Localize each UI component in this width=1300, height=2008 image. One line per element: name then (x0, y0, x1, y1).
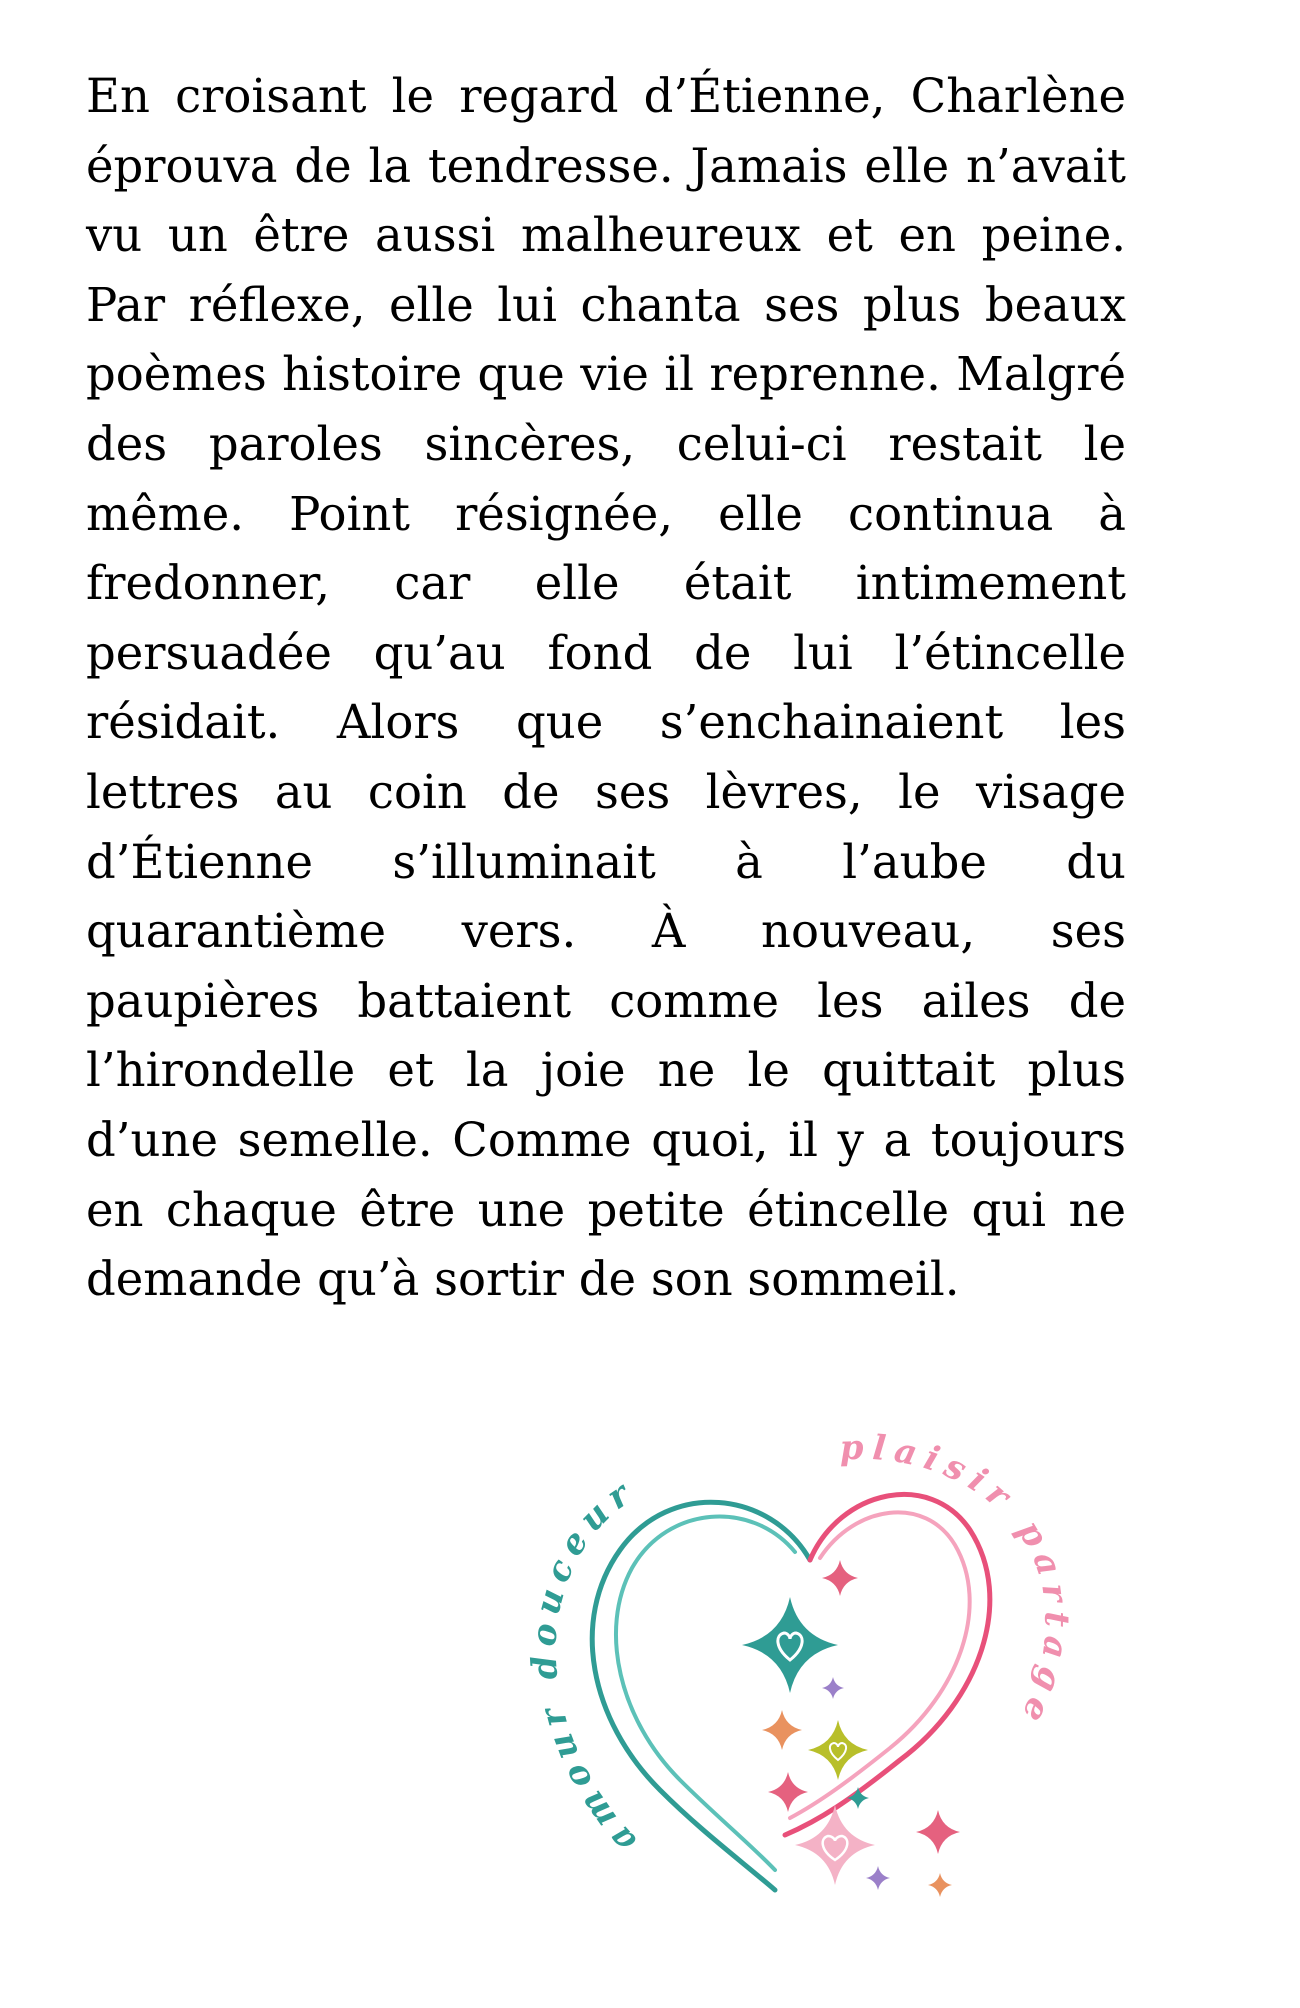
pink-heart-stroke-inner (785, 1494, 990, 1835)
teal-heart-stroke-outer (616, 1517, 795, 1870)
sparkle-icon (866, 1866, 890, 1890)
heart-emblem-logo (520, 1430, 1100, 1910)
pink-heart-stroke-outer (790, 1512, 970, 1818)
sparkle-icon (768, 1772, 808, 1812)
sparkle-icon (822, 1560, 858, 1596)
sparkle-icon (742, 1597, 838, 1693)
sparkle-icon (762, 1710, 802, 1750)
sparkle-icon (916, 1810, 960, 1854)
emblem-left-words: amour douceur (524, 1470, 645, 1861)
sparkle-icon (822, 1677, 844, 1699)
sparkle-icon (847, 1787, 869, 1809)
sparkle-icon (795, 1805, 875, 1885)
story-paragraph: En croisant le regard d’Étienne, Charlène éprouva de la tendresse. Jamais elle n’avait vu un être aussi malheureux et en peine. Par réflexe, elle lui chanta ses plus beaux poèmes histoire que vie il reprenne. Malgré des paroles sincères, celui-ci restait le même. Point résignée, elle continua à fredonner, car elle était intimement persuadée qu’au fond de lui l’étincelle résidait. Alors que s’enchainaient les lettres au coin de ses lèvres, le visage d’Étienne s’illuminait à l’aube du quarantième vers. À nouveau, ses paupières battaient comme les ailes de l’hirondelle et la joie ne le quittait plus d’une semelle. Comme quoi, il y a toujours en chaque être une petite étincelle qui ne demande qu’à sortir de son sommeil. (86, 69, 1126, 1307)
sparkle-icon (928, 1873, 952, 1897)
emblem-right-words: plaisir partage (839, 1430, 1077, 1736)
